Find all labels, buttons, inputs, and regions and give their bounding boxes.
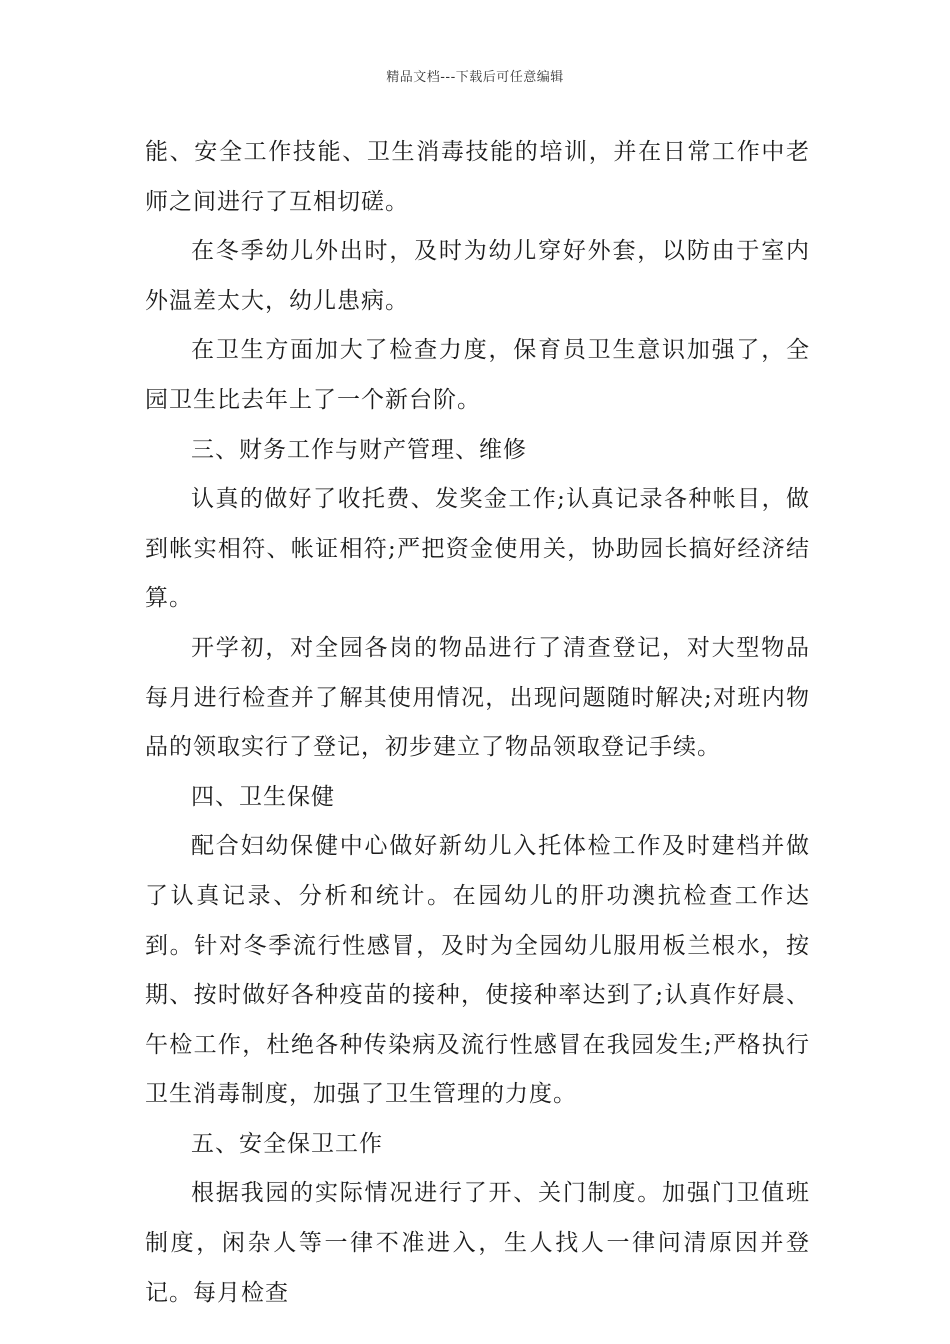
section-heading-finance: 三、财务工作与财产管理、维修 <box>191 436 527 463</box>
paragraph-gate-duty: 根据我园的实际情况进行了开、关门制度。加强门卫值班制度，闲杂人等一律不准进入，生人找人一律问清原因并登记。每月检查 <box>145 1180 810 1306</box>
section-heading-security: 五、安全保卫工作 <box>191 1130 383 1157</box>
paragraph-winter-clothing: 在冬季幼儿外出时，及时为幼儿穿好外套，以防由于室内外温差太大，幼儿患病。 <box>145 238 810 314</box>
paragraph-health-checks: 配合妇幼保健中心做好新幼儿入托体检工作及时建档并做了认真记录、分析和统计。在园幼儿的肝功澳抗检查工作达到。针对冬季流行性感冒，及时为全园幼儿服用板兰根水，按期、按时做好各种疫苗的接种，使接种率达到了;认真作好晨、午检工作，杜绝各种传染病及流行性感冒在我园发生;严格执行卫生消毒制度，加强了卫生管理的力度。 <box>145 833 810 1108</box>
paragraph-inventory: 开学初，对全园各岗的物品进行了清查登记，对大型物品每月进行检查并了解其使用情况，出现问题随时解决;对班内物品的领取实行了登记，初步建立了物品领取登记手续。 <box>145 634 810 761</box>
document-body <box>145 128 810 1318</box>
section-heading-health-care: 四、卫生保健 <box>191 783 335 810</box>
paragraph-accounting: 认真的做好了收托费、发奖金工作;认真记录各种帐目，做到帐实相符、帐证相符;严把资金使用关，协助园长搞好经济结算。 <box>145 486 810 612</box>
paragraph-hygiene-inspection: 在卫生方面加大了检查力度，保育员卫生意识加强了，全园卫生比去年上了一个新台阶。 <box>145 337 810 413</box>
page-header: 精品文档---下载后可任意编辑 <box>386 70 564 85</box>
paragraph-continuation: 能、安全工作技能、卫生消毒技能的培训，并在日常工作中老师之间进行了互相切磋。 <box>145 139 810 215</box>
